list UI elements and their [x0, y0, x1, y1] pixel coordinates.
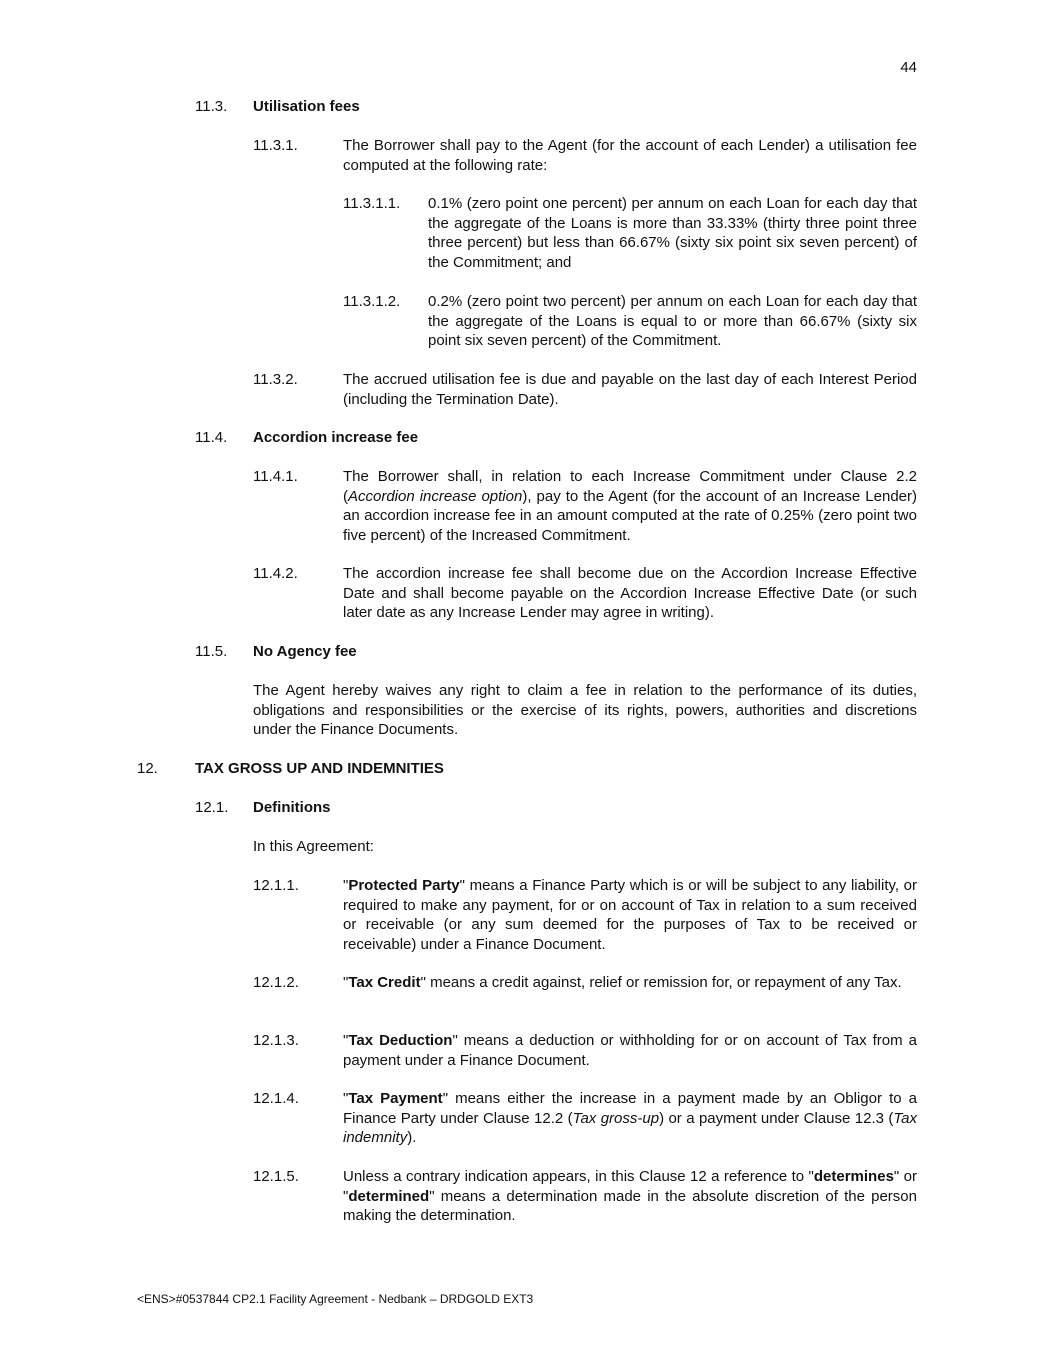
- definition-number: 12.1.4.: [253, 1090, 299, 1107]
- text-run: ), pay to the Agent (for the account of an Increase Lender) an accordion increase fee in an amount computed at the rate of 0.25% (zero point two five percent) of the Increased Commitment.: [343, 487, 917, 544]
- subparagraph: 0.2% (zero point two percent) per annum on each Loan for each day that the aggregate of the Loans is equal to or more than 66.67% (sixty six point six seven percent) of the Commitment.: [428, 293, 917, 349]
- paragraph-number: 11.3.1.: [253, 137, 298, 154]
- defined-term: Tax Payment: [348, 1090, 443, 1107]
- text-run: The Borrower shall, in relation to each Increase Commitment under Clause 2.2 (: [343, 468, 917, 505]
- text-run: means a credit against, relief or remission for, or repayment of any Tax.: [425, 974, 902, 991]
- defined-term: Tax Deduction: [348, 1032, 453, 1049]
- definition: [343, 1089, 917, 1148]
- paragraph-number: 11.4.2.: [253, 565, 298, 582]
- clause-heading: [253, 642, 357, 662]
- page-number: 44: [900, 59, 917, 76]
- quote: ": [420, 974, 426, 991]
- definition-number: 12.1.2.: [253, 974, 299, 991]
- cross-reference: Accordion increase option: [348, 487, 523, 505]
- defined-term: Protected Party: [348, 877, 460, 894]
- text-run: ).: [407, 1129, 417, 1146]
- clause-heading-text: Accordion increase fee: [253, 429, 419, 446]
- paragraph: The Borrower shall pay to the Agent (for the account of each Lender) a utilisation fee computed at the following rate:: [343, 137, 917, 174]
- intro-text: In this Agreement:: [253, 838, 374, 855]
- clause-heading: [253, 798, 331, 818]
- quote: ": [343, 877, 349, 894]
- quote: ": [343, 1090, 349, 1107]
- subparagraph-number: 11.3.1.1.: [343, 195, 401, 212]
- clause-number: 11.5.: [195, 643, 228, 660]
- text-run: means a deduction or withholding for or on account of Tax from a payment under a Finance Document.: [343, 1032, 917, 1069]
- clause-number: 11.4.: [195, 429, 228, 446]
- paragraph: The accrued utilisation fee is due and payable on the last day of each Interest Period (including the Termination Date).: [343, 371, 917, 408]
- quote: ": [459, 877, 465, 894]
- footer-reference: <ENS>#0537844 CP2.1 Facility Agreement - Nedbank – DRDGOLD EXT3: [137, 1292, 534, 1306]
- definition-number: 12.1.3.: [253, 1032, 299, 1049]
- clause-heading: [253, 97, 360, 117]
- clause-heading-text: Utilisation fees: [253, 98, 360, 115]
- paragraph: The Agent hereby waives any right to claim a fee in relation to the performance of its duties, obligations and responsibilities or the exercise of its rights, powers, authorities and discretions under the Finance Documents.: [253, 682, 917, 738]
- definition-number: 12.1.5.: [253, 1168, 299, 1185]
- section-heading-text: TAX GROSS UP AND INDEMNITIES: [195, 760, 444, 777]
- clause-heading-text: Definitions: [253, 799, 331, 816]
- text-run: Unless a contrary indication appears, in this Clause 12 a reference to ": [343, 1168, 814, 1185]
- clause-heading: [253, 428, 418, 448]
- section-number-text: 12.: [137, 760, 158, 777]
- definition: [343, 876, 917, 954]
- subparagraph: 0.1% (zero point one percent) per annum on each Loan for each day that the aggregate of the Loans is more than 33.33% (thirty three point three three percent) but less than 66.67% (sixty six point six seven percent) of the Commitment; and: [428, 195, 917, 271]
- definition-number: 12.1.1.: [253, 877, 299, 894]
- section-number: [137, 759, 158, 779]
- text-run: " means a determination made in the absolute discretion of the person making the determination.: [343, 1187, 917, 1224]
- clause-number: 11.3.: [195, 98, 228, 115]
- clause-heading-text: No Agency fee: [253, 643, 357, 660]
- defined-term: Tax Credit: [348, 974, 421, 991]
- definition: [343, 1031, 917, 1070]
- defined-term: determines: [813, 1168, 894, 1185]
- clause-number: 12.1.: [195, 799, 229, 816]
- cross-reference: Tax indemnity: [343, 1109, 918, 1146]
- quote: ": [343, 974, 349, 991]
- defined-term: determined: [348, 1187, 430, 1205]
- quote: ": [442, 1090, 449, 1107]
- definition: [343, 1167, 917, 1226]
- text-run: means either the increase in a payment made by an Obligor to a Finance Party under Clause 12.2 (: [343, 1090, 918, 1127]
- quote: ": [452, 1032, 458, 1049]
- section-heading: [195, 759, 444, 779]
- cross-reference: Tax gross-up: [572, 1109, 660, 1127]
- text-run: " or ": [343, 1168, 917, 1205]
- paragraph-number: 11.3.2.: [253, 371, 298, 388]
- paragraph: The accordion increase fee shall become due on the Accordion Increase Effective Date and shall become payable on the Accordion Increase Effective Date (or such later date as any Increase Lender may agree in writing).: [343, 565, 917, 621]
- paragraph: [343, 467, 917, 545]
- text-run: ) or a payment under Clause 12.3 (: [659, 1109, 894, 1127]
- definition: [343, 973, 917, 993]
- paragraph-number: 11.4.1.: [253, 468, 298, 485]
- quote: ": [343, 1032, 349, 1049]
- text-run: means a Finance Party which is or will be subject to any liability, or required to make any payment, for or on account of Tax in relation to a sum received or receivable (or any sum deemed for the purposes of Tax to be received or receivable) under a Finance Document.: [343, 877, 917, 953]
- subparagraph-number: 11.3.1.2.: [343, 293, 401, 310]
